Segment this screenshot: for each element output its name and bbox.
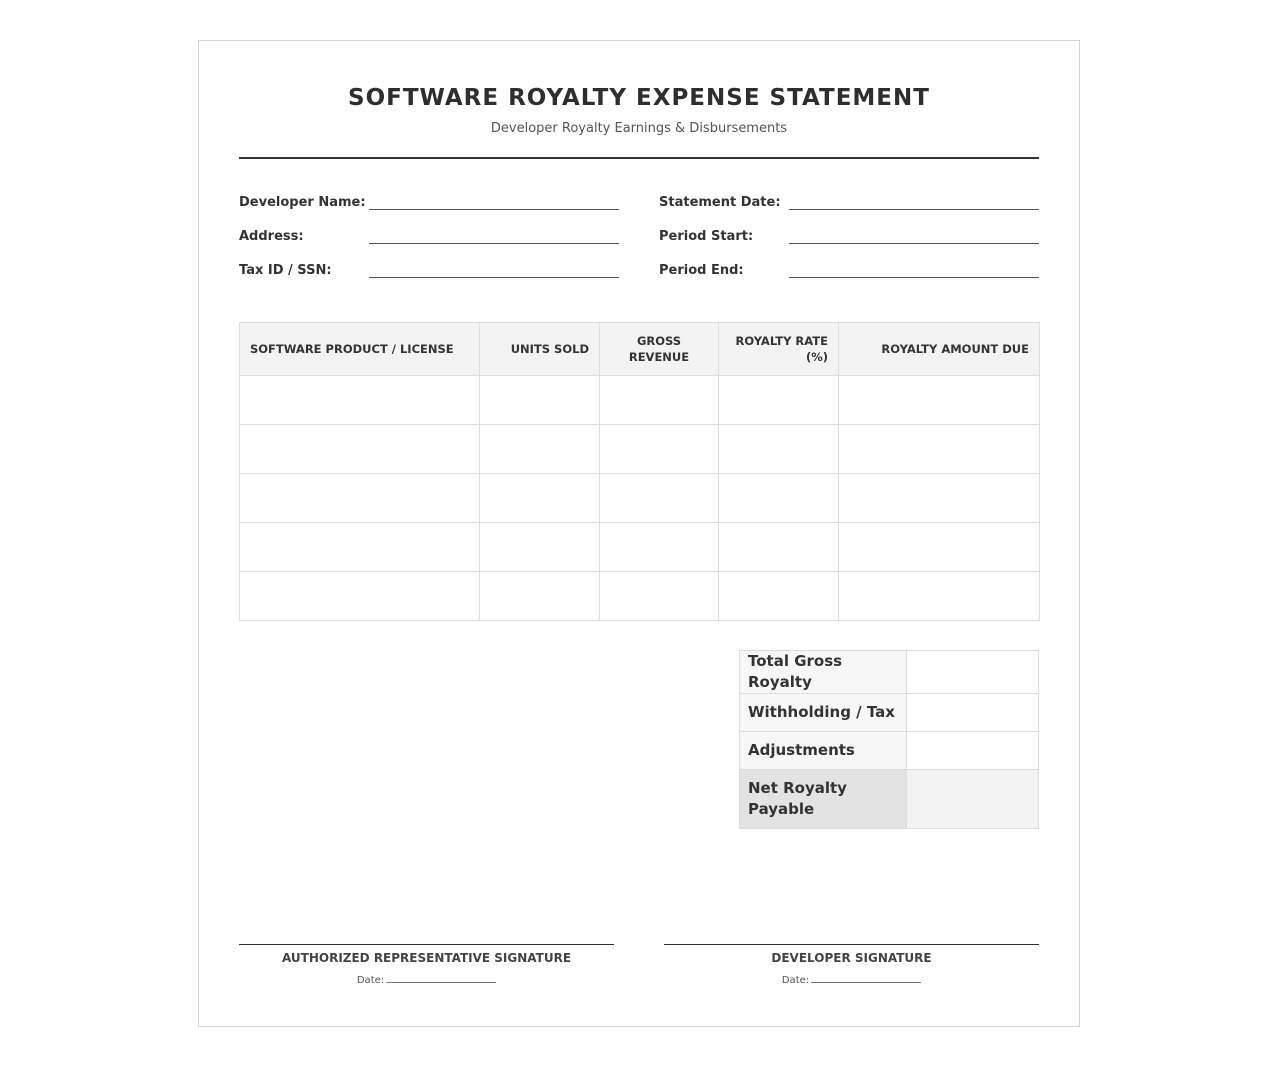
total-gross-row xyxy=(740,651,1039,694)
rep-date-field[interactable] xyxy=(386,973,496,983)
net-royalty-value[interactable] xyxy=(907,770,1039,829)
table-cell[interactable] xyxy=(240,572,480,621)
column-header-gross-revenue: GROSS REVENUE xyxy=(600,323,719,376)
developer-signature-label: DEVELOPER SIGNATURE xyxy=(771,951,932,965)
developer-date-label: Date: xyxy=(781,975,810,986)
period-end-label: Period End: xyxy=(659,263,744,278)
table-cell[interactable] xyxy=(719,572,839,621)
column-header-royalty-amount-due: ROYALTY AMOUNT DUE xyxy=(839,323,1040,376)
table-cell[interactable] xyxy=(240,523,480,572)
table-row xyxy=(240,425,1040,474)
document-subtitle: Developer Royalty Earnings & Disbursements xyxy=(490,121,788,136)
total-gross-value[interactable] xyxy=(907,651,1039,694)
table-cell[interactable] xyxy=(719,523,839,572)
address-field[interactable] xyxy=(369,243,619,244)
table-cell[interactable] xyxy=(600,425,719,474)
table-cell[interactable] xyxy=(719,474,839,523)
table-row xyxy=(240,376,1040,425)
net-royalty-row xyxy=(740,770,1039,829)
table-cell[interactable] xyxy=(480,474,600,523)
statement-date-label: Statement Date: xyxy=(659,195,781,210)
period-end-field[interactable] xyxy=(789,277,1039,278)
tax-id-field[interactable] xyxy=(369,277,619,278)
column-header-product: SOFTWARE PRODUCT / LICENSE xyxy=(240,323,480,376)
column-header-royalty-rate: ROYALTY RATE (%) xyxy=(719,323,839,376)
adjustments-row xyxy=(740,732,1039,770)
document-title: SOFTWARE ROYALTY EXPENSE STATEMENT xyxy=(348,85,930,111)
table-cell[interactable] xyxy=(839,425,1040,474)
totals-summary-table xyxy=(739,650,1039,829)
rep-signature-label: AUTHORIZED REPRESENTATIVE SIGNATURE xyxy=(281,951,572,965)
rep-signature-line[interactable] xyxy=(239,944,614,945)
withholding-row xyxy=(740,694,1039,732)
adjustments-value[interactable] xyxy=(907,732,1039,770)
table-row xyxy=(240,474,1040,523)
developer-name-label: Developer Name: xyxy=(239,195,366,210)
table-cell[interactable] xyxy=(240,425,480,474)
table-cell[interactable] xyxy=(480,523,600,572)
table-cell[interactable] xyxy=(480,572,600,621)
statement-date-field[interactable] xyxy=(789,209,1039,210)
table-cell[interactable] xyxy=(480,425,600,474)
table-cell[interactable] xyxy=(600,474,719,523)
title-divider xyxy=(239,157,1039,159)
royalty-line-items-table xyxy=(239,322,1040,621)
tax-id-label: Tax ID / SSN: xyxy=(239,263,332,278)
table-cell[interactable] xyxy=(240,474,480,523)
developer-date-field[interactable] xyxy=(811,973,921,983)
statement-sheet xyxy=(198,40,1080,1027)
table-cell[interactable] xyxy=(600,523,719,572)
table-cell[interactable] xyxy=(480,376,600,425)
table-row xyxy=(240,523,1040,572)
adjustments-label: Adjustments xyxy=(740,732,907,770)
table-row xyxy=(240,572,1040,621)
total-gross-label: Total Gross Royalty xyxy=(740,651,907,694)
table-cell[interactable] xyxy=(240,376,480,425)
withholding-value[interactable] xyxy=(907,694,1039,732)
table-cell[interactable] xyxy=(719,376,839,425)
period-start-label: Period Start: xyxy=(659,229,754,244)
address-label: Address: xyxy=(239,229,304,244)
table-cell[interactable] xyxy=(600,572,719,621)
table-header-row xyxy=(240,323,1040,376)
developer-signature-line[interactable] xyxy=(664,944,1039,945)
developer-signature-date xyxy=(664,973,1039,986)
net-royalty-label: Net Royalty Payable xyxy=(740,770,907,829)
table-cell[interactable] xyxy=(600,376,719,425)
table-cell[interactable] xyxy=(839,376,1040,425)
column-header-units-sold: UNITS SOLD xyxy=(480,323,600,376)
developer-name-field[interactable] xyxy=(369,209,619,210)
period-start-field[interactable] xyxy=(789,243,1039,244)
withholding-label: Withholding / Tax xyxy=(740,694,907,732)
table-cell[interactable] xyxy=(839,474,1040,523)
table-cell[interactable] xyxy=(839,572,1040,621)
rep-signature-date xyxy=(239,973,614,986)
table-cell[interactable] xyxy=(839,523,1040,572)
rep-date-label: Date: xyxy=(356,975,385,986)
table-cell[interactable] xyxy=(719,425,839,474)
